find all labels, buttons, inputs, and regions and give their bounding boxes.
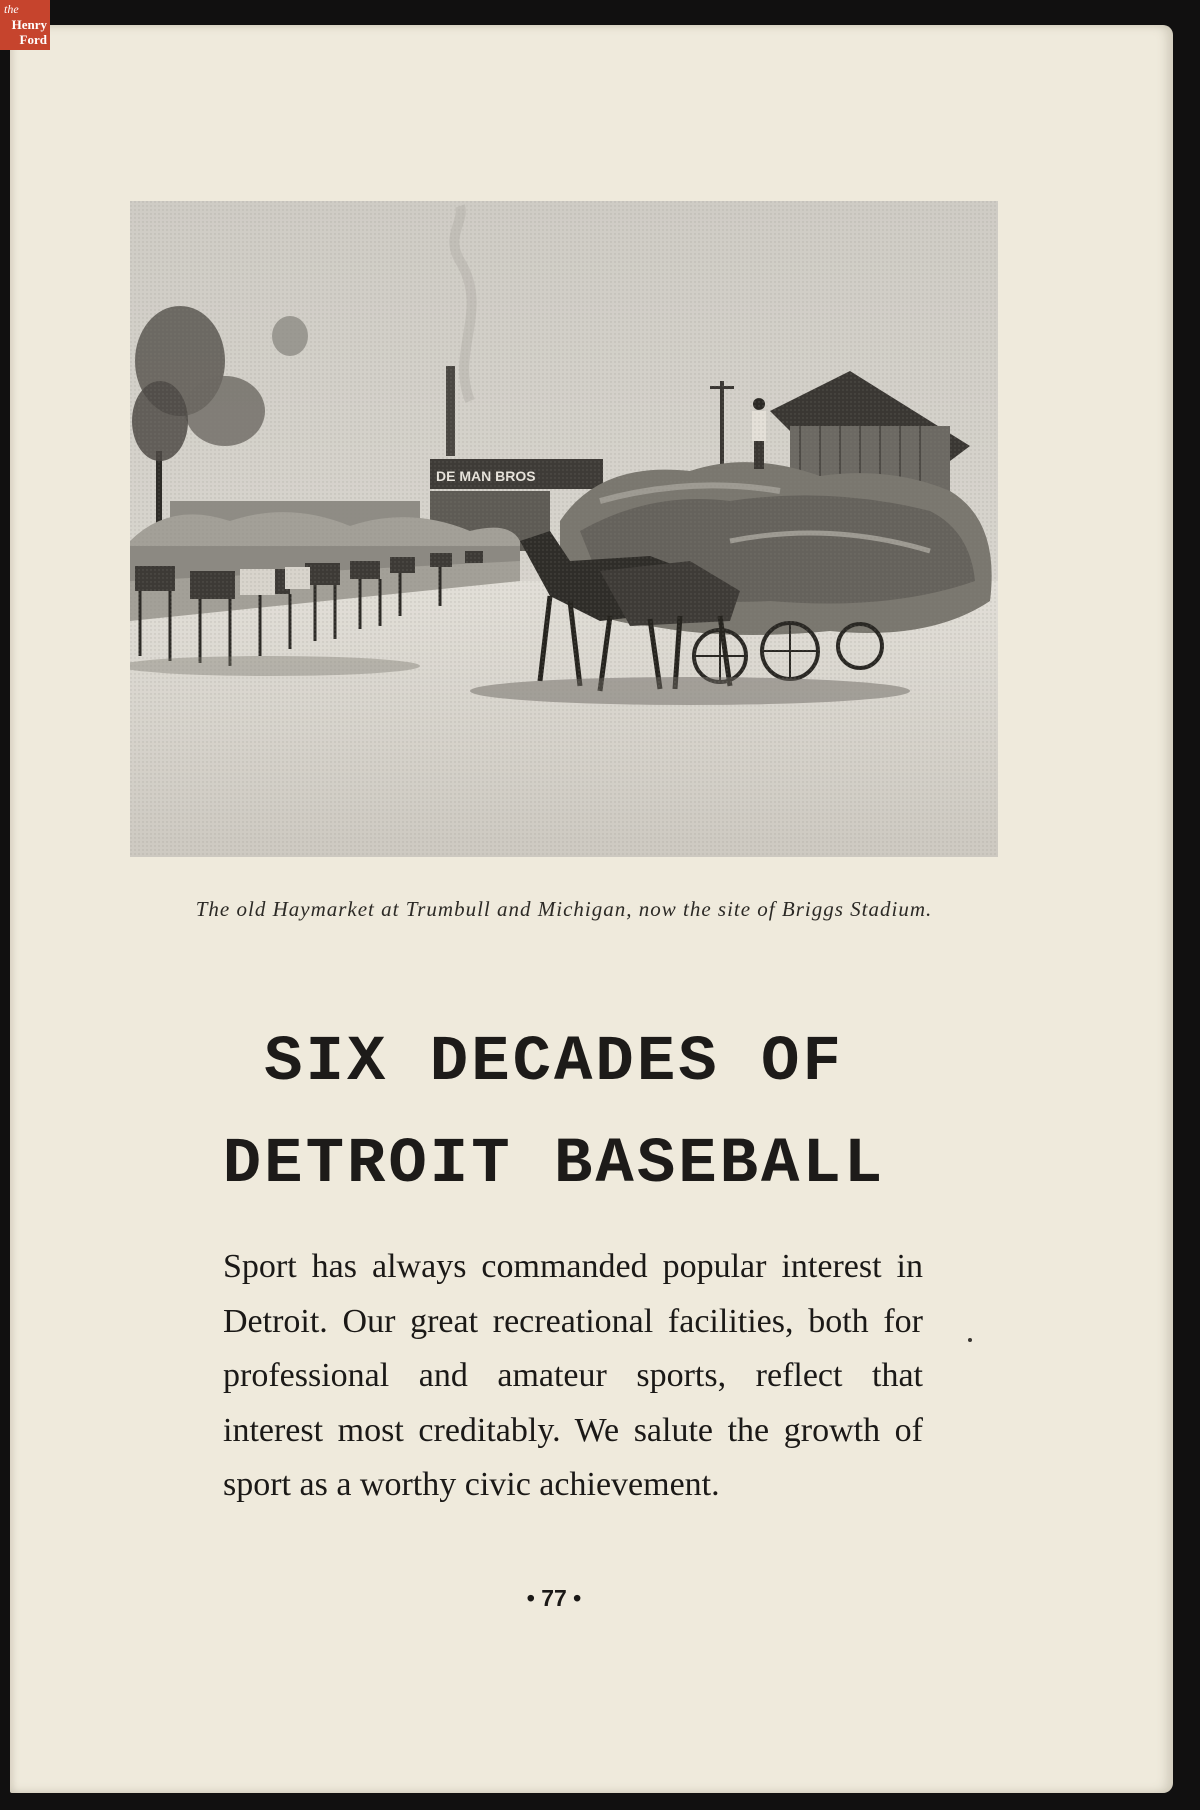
- book-page: [10, 25, 1173, 1793]
- body-paragraph: Sport has always commanded popular interest in Detroit. Our great recreational facilities, both for professional and amateur sports, reflect that interest most creditably. We salute the growth of sport as a worthy civic achievement.: [223, 1248, 923, 1503]
- headline-line-1: SIX DECADES OF: [264, 1027, 844, 1099]
- henry-ford-logo: [0, 0, 50, 50]
- headline-line-2: DETROIT BASEBALL: [222, 1129, 886, 1201]
- logo-text-the: the: [4, 2, 19, 16]
- logo-text-henry: Henry: [11, 17, 47, 32]
- haymarket-photo: [130, 201, 998, 857]
- page-number: • 77 •: [526, 1585, 582, 1611]
- photo-caption: The old Haymarket at Trumbull and Michigan, now the site of Briggs Stadium.: [195, 897, 933, 921]
- paper-speck: [968, 1338, 972, 1342]
- logo-text-ford: Ford: [19, 32, 47, 47]
